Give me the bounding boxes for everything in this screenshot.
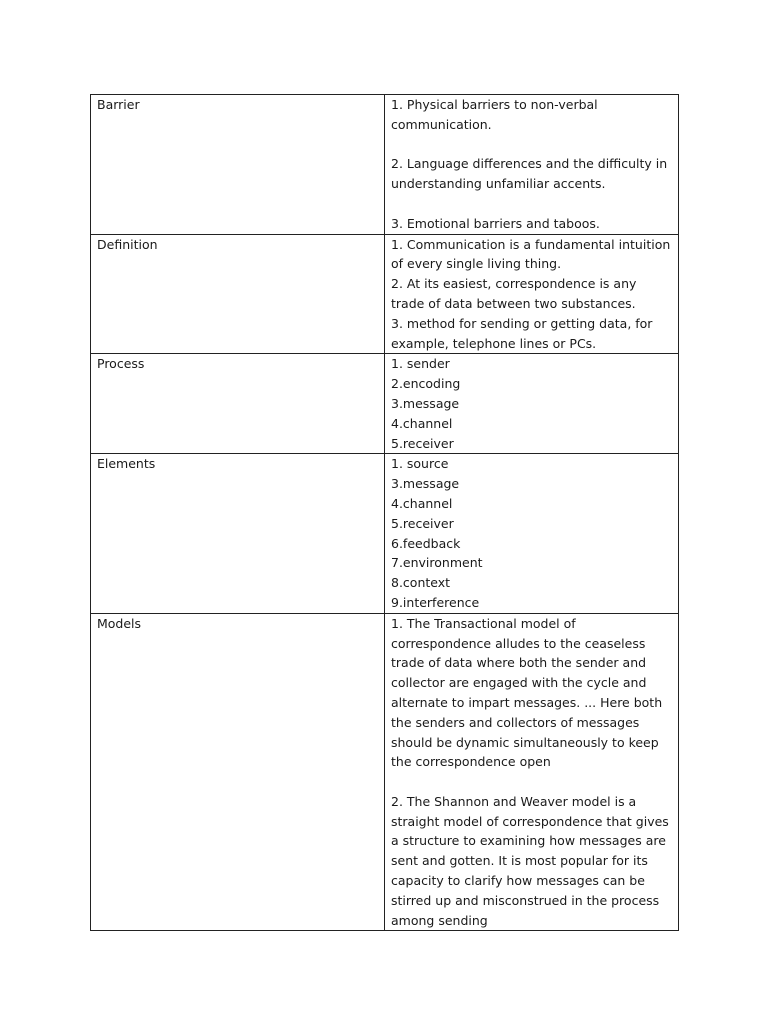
paragraph: 1. Physical barriers to non-verbal communication. <box>391 97 598 132</box>
paragraph: 2. The Shannon and Weaver model is a straight model of correspondence that gives a structure to examining how messages are sent and gotten. It is most popular for its capacity to clarify how messages can be stirred up and misconstrued in the process among sending <box>391 793 669 928</box>
row-label: Process <box>91 354 385 454</box>
list-item: 6.feedback <box>391 535 461 551</box>
list-item: 9.interference <box>391 594 480 610</box>
table-row-barrier <box>91 95 679 235</box>
list-item: 3. method for sending or getting data, for example, telephone lines or PCs. <box>391 315 653 351</box>
paragraph: 3. Emotional barriers and taboos. <box>391 215 600 231</box>
row-label: Elements <box>91 454 385 613</box>
row-content <box>385 613 679 931</box>
row-content <box>385 234 679 354</box>
paragraph: 2. Language differences and the difficulty in understanding unfamiliar accents. <box>391 156 668 192</box>
list-item: 2.encoding <box>391 376 461 392</box>
list-item: 4.channel <box>391 415 453 431</box>
list-item: 3.message <box>391 395 460 411</box>
communication-table <box>90 94 679 931</box>
table-row-elements <box>91 454 679 613</box>
list-item: 3.message <box>391 476 460 492</box>
row-label: Barrier <box>91 95 385 235</box>
table-row-definition <box>91 234 679 354</box>
list-item: 1. sender <box>391 356 450 372</box>
row-content <box>385 454 679 613</box>
list-item: 1. source <box>391 456 449 472</box>
row-content <box>385 95 679 235</box>
list-item: 4.channel <box>391 495 453 511</box>
table-row-models <box>91 613 679 931</box>
table-row-process <box>91 354 679 454</box>
list-item: 2. At its easiest, correspondence is any trade of data between two substances. <box>391 276 637 311</box>
paragraph: 1. The Transactional model of correspondence alludes to the ceaseless trade of data where both the sender and collector are engaged with the cycle and alternate to impart messages. ... Here both the senders and collectors of messages should be dynamic simultaneously to keep the correspondence open <box>391 615 663 770</box>
row-label: Models <box>91 613 385 931</box>
list-item: 5.receiver <box>391 515 454 531</box>
list-item: 7.environment <box>391 555 483 571</box>
row-content <box>385 354 679 454</box>
list-item: 8.context <box>391 575 451 591</box>
list-item: 1. Communication is a fundamental intuition of every single living thing. <box>391 236 671 272</box>
list-item: 5.receiver <box>391 435 454 451</box>
row-label: Definition <box>91 234 385 354</box>
